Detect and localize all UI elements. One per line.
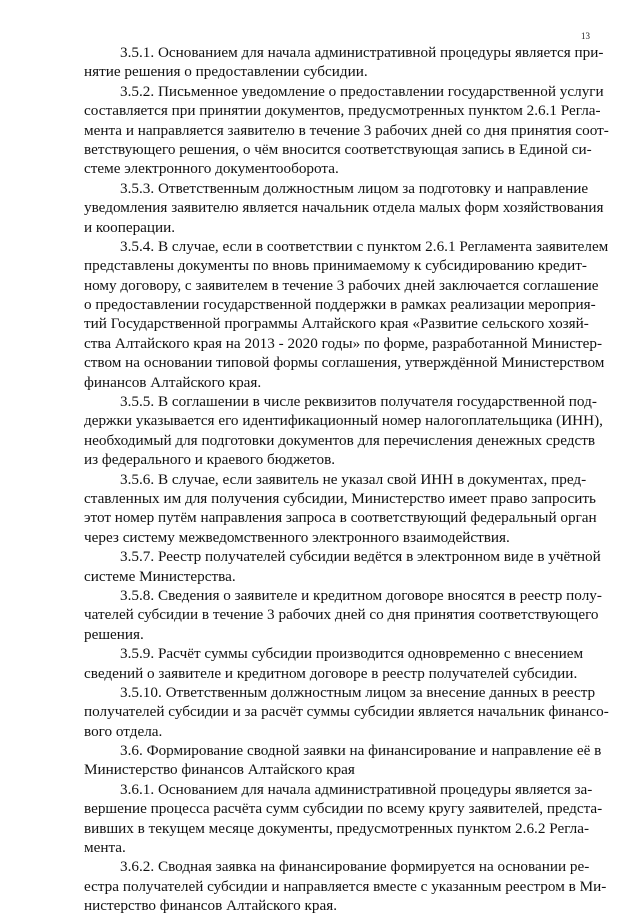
paragraph-line: естра получателей субсидии и направляется вместе с указанным реестром в Ми- [84, 877, 607, 895]
paragraph-line: вого отдела. [84, 722, 163, 740]
paragraph-line: о предоставлении государственной поддержки в рамках реализации мероприя- [84, 296, 596, 314]
paragraph-line: представлены документы по вновь принимаемому к субсидированию кредит- [84, 257, 587, 275]
paragraph-3-5-7 [84, 547, 601, 586]
paragraph-line: ства Алтайского края на 2013 - 2020 годы» по форме, разработанной Министер- [84, 334, 603, 352]
paragraph-line: и кооперации. [84, 218, 176, 236]
paragraph-line: мента и направляется заявителю в течение 3 рабочих дней со дня принятия соот- [84, 121, 609, 139]
paragraph-3-5-10 [84, 683, 609, 741]
paragraph-line: необходимый для подготовки документов для перечисления денежных средств [84, 431, 596, 449]
paragraph-line: ветствующего решения, о чём вносится соответствующая запись в Единой си- [84, 140, 592, 158]
paragraph-line: мента. [84, 839, 126, 857]
paragraph-line: 3.5.7. Реестр получателей субсидии ведётся в электронном виде в учётной [120, 548, 601, 566]
paragraph-3-6-2 [84, 857, 607, 915]
paragraph-3-5-8 [84, 586, 602, 644]
paragraph-line: через систему межведомственного электронного взаимодействия. [84, 528, 510, 546]
paragraph-line: ному договору, с заявителем в течение 3 рабочих дней заключается соглашение [84, 276, 599, 294]
paragraph-3-5-1 [84, 43, 604, 82]
paragraph-line: 3.5.9. Расчёт суммы субсидии производится одновременно с внесением [120, 645, 584, 663]
paragraph-line: 3.6.2. Сводная заявка на финансирование формируется на основании ре- [120, 858, 590, 876]
paragraph-3-5-6 [84, 470, 597, 548]
page-number: 13 [581, 31, 590, 41]
paragraph-line: финансов Алтайского края. [84, 373, 262, 391]
paragraph-line: стеме электронного документооборота. [84, 160, 339, 178]
paragraph-line: 3.5.3. Ответственным должностным лицом за подготовку и направление [120, 179, 589, 197]
paragraph-line: нистерство финансов Алтайского края. [84, 897, 337, 915]
paragraph-line: вивших в текущем месяце документы, предусмотренных пунктом 2.6.2 Регла- [84, 819, 590, 837]
paragraph-line: чателей субсидии в течение 3 рабочих дней со дня принятия соответствующего [84, 606, 599, 624]
paragraph-line: 3.5.5. В соглашении в числе реквизитов получателя государственной под- [120, 393, 597, 411]
paragraph-3-5-3 [84, 179, 604, 237]
paragraph-3-5-2 [84, 82, 609, 179]
paragraph-line: 3.5.4. В случае, если в соответствии с пунктом 2.6.1 Регламента заявителем [120, 237, 609, 255]
paragraph-line: получателей субсидии и за расчёт суммы субсидии является начальник финансо- [84, 703, 609, 721]
paragraph-line: этот номер путём направления запроса в соответствующий федеральный орган [84, 509, 597, 527]
paragraph-line: 3.5.2. Письменное уведомление о предоставлении государственной услуги [120, 82, 604, 100]
paragraph-line: вершение процесса расчёта сумм субсидии по всему кругу заявителей, предста- [84, 800, 603, 818]
paragraph-line: из федерального и краевого бюджетов. [84, 451, 336, 469]
paragraph-line: составляется при принятии документов, предусмотренных пунктом 2.6.1 Регла- [84, 102, 601, 120]
paragraph-line: ством на основании типовой формы соглашения, утверждённой Министерством [84, 354, 605, 372]
paragraph-line: 3.5.1. Основанием для начала административной процедуры является при- [120, 44, 604, 61]
paragraph-line: ставленных им для получения субсидии, Министерство имеет право запросить [84, 489, 596, 507]
paragraph-line: сведений о заявителе и кредитном договоре в реестр получателей субсидии. [84, 664, 578, 682]
paragraph-3-5-9 [84, 644, 584, 683]
paragraph-line: 3.5.8. Сведения о заявителе и кредитном договоре вносятся в реестр полу- [120, 586, 602, 604]
paragraph-line: 3.6. Формирование сводной заявки на финансирование и направление её в [120, 742, 602, 760]
paragraph-3-6 [84, 741, 602, 780]
paragraph-line: 3.5.10. Ответственным должностным лицом за внесение данных в реестр [120, 683, 596, 701]
paragraph-line: системе Министерства. [84, 567, 236, 585]
paragraph-3-5-5 [84, 392, 603, 470]
paragraph-line: тий Государственной программы Алтайского края «Развитие сельского хозяй- [84, 315, 589, 333]
paragraph-line: держки указывается его идентификационный номер налогоплательщика (ИНН), [84, 412, 603, 430]
paragraph-3-5-4 [84, 237, 609, 392]
document-body [84, 43, 609, 916]
paragraph-line: нятие решения о предоставлении субсидии. [84, 63, 368, 81]
paragraph-line: уведомления заявителю является начальник отдела малых форм хозяйствования [84, 199, 604, 217]
paragraph-line: Министерство финансов Алтайского края [84, 761, 355, 779]
paragraph-line: 3.5.6. В случае, если заявитель не указал свой ИНН в документах, пред- [120, 470, 587, 488]
paragraph-3-6-1 [84, 780, 603, 858]
paragraph-line: решения. [84, 625, 144, 643]
paragraph-line: 3.6.1. Основанием для начала административной процедуры является за- [120, 780, 593, 798]
